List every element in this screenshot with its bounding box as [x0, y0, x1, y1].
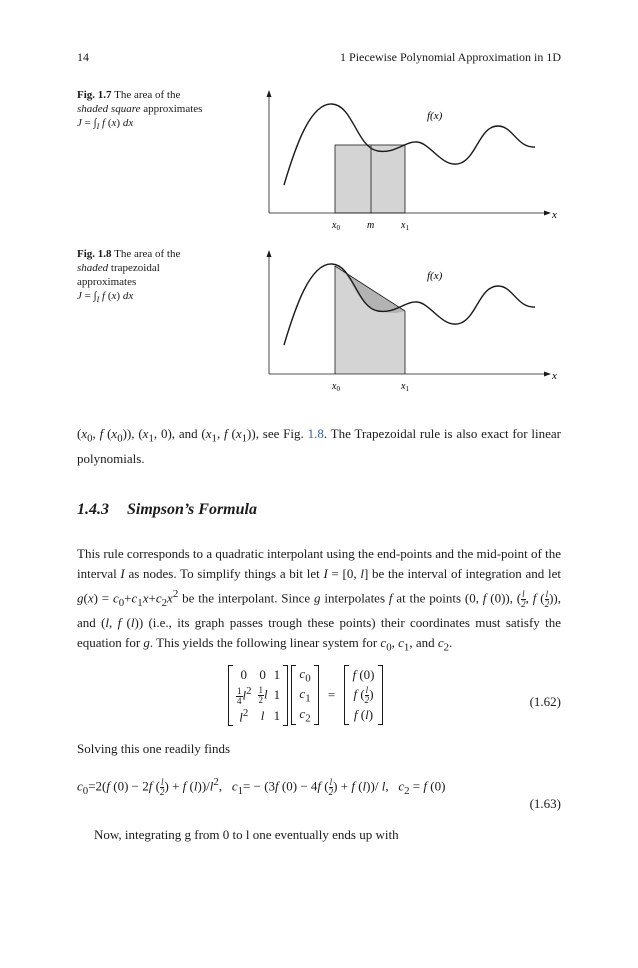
fig17-tick-x0: $x_0$: [332, 220, 340, 232]
page-number: 14: [77, 50, 89, 64]
fig18-graph: [255, 248, 565, 396]
fig18-curve-label: f(x): [427, 270, 443, 282]
closing-line: Now, integrating g from 0 to l one eventually ends up with: [94, 827, 399, 842]
fig17-y-arrow: [267, 90, 272, 97]
rhs-vector: f (0) f ( $\frac{l}{2}$ ) f (l): [344, 665, 382, 725]
fig18-x-label: x: [552, 370, 557, 382]
fig18-caption: [77, 247, 237, 307]
fig17-curve-label: f(x): [427, 110, 443, 122]
section-title: Simpson’s Formula: [127, 501, 257, 518]
fig17-shaded-square: [335, 145, 405, 213]
coefficient-matrix: 0 0 1 $\frac{1}{4}$ $l^2$ $\frac{1}{2}$ l 1 $l^2$ l 1: [228, 665, 288, 726]
fig18-caption-text: The area of the shaded trapezoidal approximates $J = \int_I$ f (x) dx: [77, 248, 181, 305]
fig18-x-arrow: [544, 372, 551, 377]
fig17-caption-text: The area of the shaded square approximates $J = \int_I$ f (x) dx: [77, 89, 203, 132]
fig18-curve: [284, 264, 535, 345]
equation-1-62-number: (1.62): [529, 694, 561, 709]
fig17-tick-x1: $x_1$: [401, 220, 409, 232]
fig17-curve: [284, 104, 535, 185]
solving-line: Solving this one readily finds: [77, 741, 231, 756]
fig17-caption: [77, 88, 237, 134]
fig17-caption-label: Fig. 1.7: [77, 89, 112, 101]
fig18-tick-x0: $x_0$: [332, 381, 340, 393]
running-title: 1 Piecewise Polynomial Approximation in 1D: [340, 50, 561, 64]
fig18-link[interactable]: 1.8: [307, 426, 324, 441]
section-number: 1.4.3: [77, 501, 109, 518]
fig18-caption-label: Fig. 1.8: [77, 248, 112, 260]
equation-1-63-number: (1.63): [529, 796, 561, 811]
simpson-paragraph: This rule corresponds to a quadratic interpolant using the end-points and the mid-point of the interval I as nodes. To simplify things a bit let I = [0, l] be the interval of integration and let $g(x) = c_0+c_1x+c_2x^2$ be the interpolant. Since g interpolates f at the points (0, f (0)), ( $\frac{l}{2}$ , f ( $\frac{l}{2}$ )), and (l, f (l)) (i.e., its graph passes trough these points) their coordinates must satisfy the equation for g. This yields the following linear system for $c_0$, $c_1$, and $c_2$.: [77, 546, 561, 654]
section-heading: [77, 501, 257, 519]
fig17-tick-m: m: [367, 220, 375, 231]
fig17-x-label: x: [552, 209, 557, 221]
equation-1-62: 0 0 1 $\frac{1}{4}$ $l^2$ $\frac{1}{2}$ l 1 $l^2$ l 1 $c_0$ $c_1$ $c_2$ = f (0) f ( $\frac{l}{2}$ ) f (l): [228, 665, 383, 726]
fig18-y-arrow: [267, 250, 272, 257]
unknowns-vector: $c_0$ $c_1$ $c_2$: [291, 665, 318, 725]
fig17-x-arrow: [544, 211, 551, 216]
fig18-trapezoid: [335, 266, 405, 374]
equation-1-63: $c_0=2(f$ (0) − 2f ( $\frac{l}{2}$ ) + f $(l))/l^2$, $c_1= - (3f$ (0) − 4f ( $\frac{l}{2}$ ) + f (l))/ l, $c_2 = f$ (0): [77, 776, 446, 797]
intro-paragraph: ($x_0$, f $(x_0)$), ($x_1$, 0), and ($x_1$, f $(x_1)$), see Fig. 1.8. The Trapezoidal rule is also exact for linear polynomials.: [77, 426, 561, 466]
fig17-graph: [255, 88, 565, 236]
fig18-tick-x1: $x_1$: [401, 381, 409, 393]
